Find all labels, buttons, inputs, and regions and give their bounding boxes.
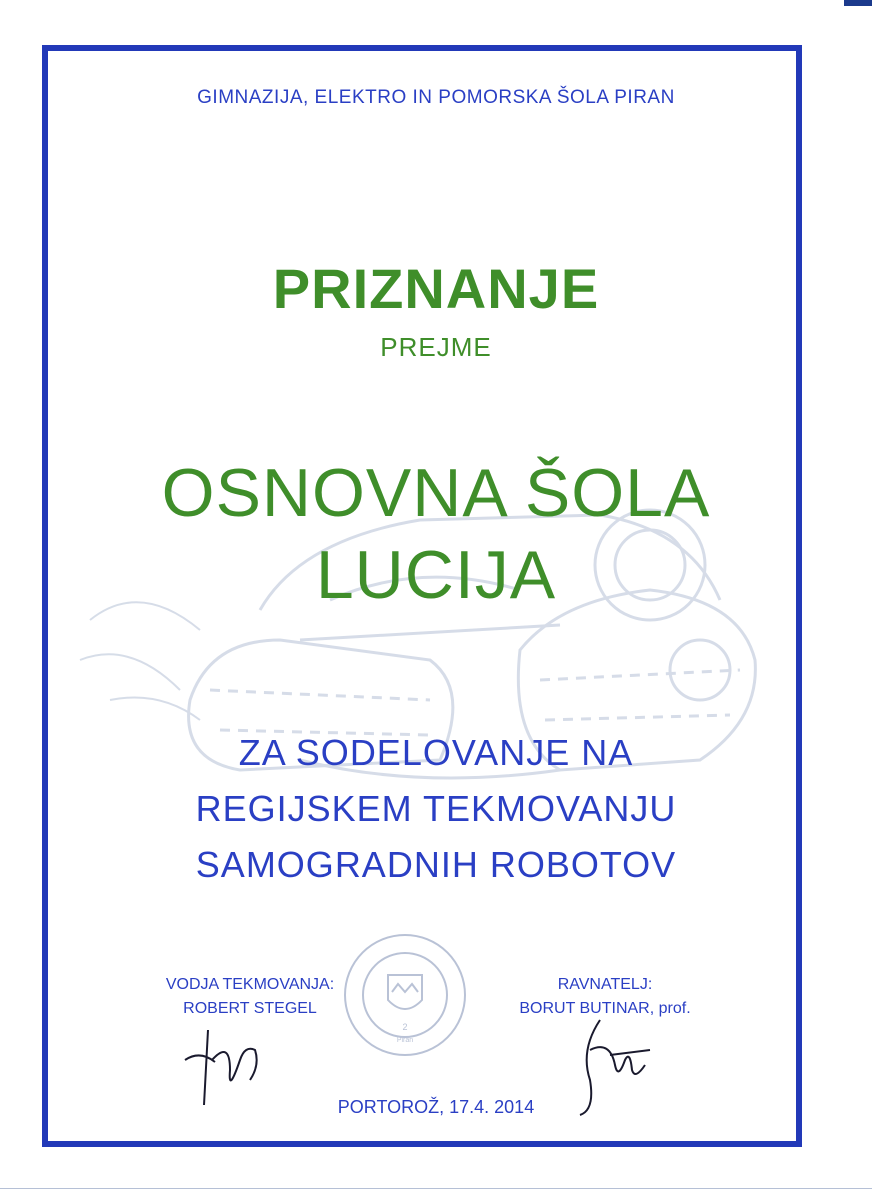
place-and-date: PORTOROŽ, 17.4. 2014 xyxy=(337,1097,535,1117)
scan-edge-line xyxy=(0,1188,872,1189)
certificate-title: PRIZNANJE xyxy=(272,257,600,320)
award-reason xyxy=(0,725,872,893)
reason-line-3: SAMOGRADNIH ROBOTOV xyxy=(195,844,677,885)
seal-city: Piran xyxy=(396,1037,414,1044)
right-signer-name: BORUT BUTINAR, prof. xyxy=(519,1000,691,1017)
reason-line-1: ZA SODELOVANJE NA xyxy=(238,732,634,773)
reason-line-2: REGIJSKEM TEKMOVANJU xyxy=(195,788,677,829)
certificate-subtitle: PREJME xyxy=(380,332,492,362)
corner-scan-mark xyxy=(844,0,872,6)
left-signer-name: ROBERT STEGEL xyxy=(183,1000,317,1017)
recipient-line-1: OSNOVNA ŠOLA xyxy=(161,455,711,531)
recipient-name xyxy=(0,452,872,616)
right-signer-role: RAVNATELJ: xyxy=(557,976,653,993)
signature-block-left xyxy=(130,973,370,1021)
seal-number: 2 xyxy=(402,1022,408,1032)
school-name: GIMNAZIJA, ELEKTRO IN POMORSKA ŠOLA PIRAN xyxy=(197,87,675,108)
recipient-line-2: LUCIJA xyxy=(315,537,557,613)
left-signer-role: VODJA TEKMOVANJA: xyxy=(165,976,335,993)
